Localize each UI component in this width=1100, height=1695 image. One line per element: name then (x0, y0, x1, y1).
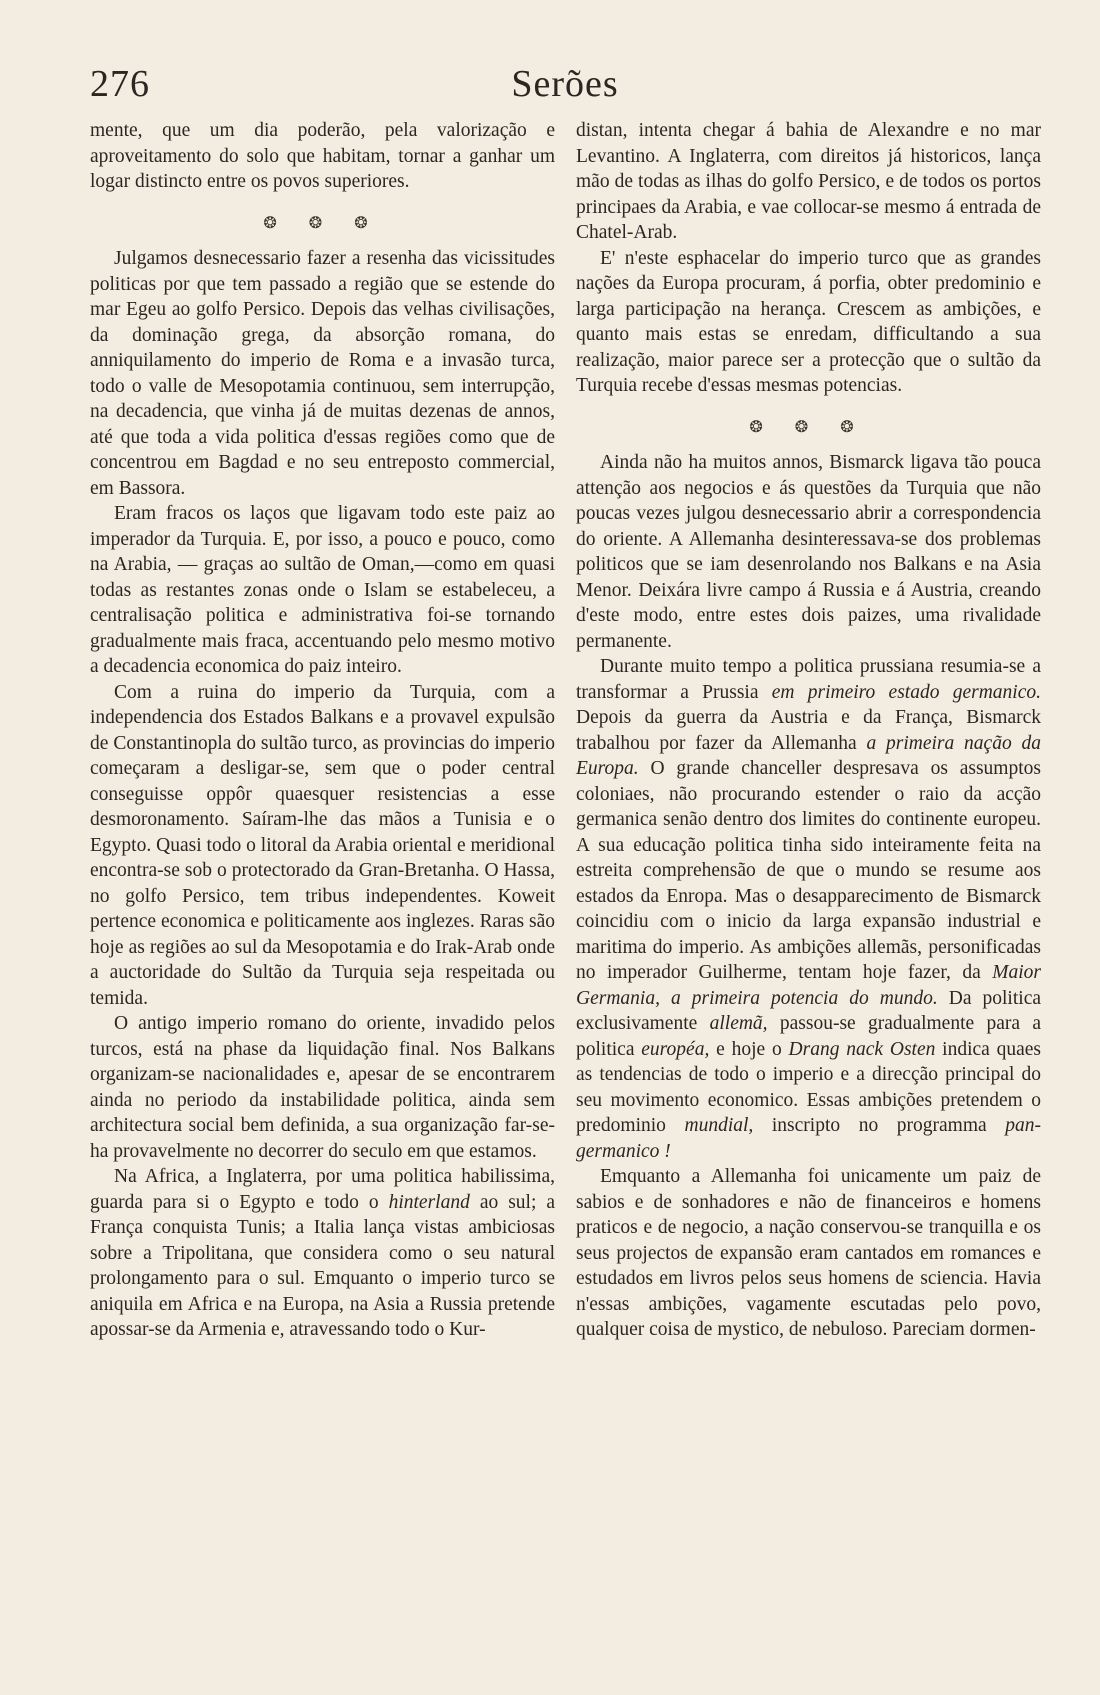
ornament-divider: ❂ ❂ ❂ (263, 214, 382, 232)
italic-term: européa, (641, 1038, 710, 1060)
text-run: passou-se gradualmente para a politica (576, 1013, 1041, 1060)
paragraph: distan, intenta chegar á bahia de Alexandre e no mar Levantino. A Inglaterra, com direitos já historicos, lança mão de todas as ilhas do golfo Persico, e de todos os portos principaes da Arabia, e vae collocar-se mesmo á entrada de Chatel-Arab. (576, 120, 1041, 243)
italic-term: Maior Germania, a primeira potencia do mundo. (576, 962, 1041, 1009)
paragraph: Com a ruina do imperio da Turquia, com a independencia dos Estados Balkans e a provavel expulsão de Constantinopla do sultão turco, as provincias do imperio começaram a desligar-se, sem que o poder central conseguisse oppôr quaesquer resistencias a esse desmoronamento. Saíram-lhe das mãos a Tunisia e o Egypto. Quasi todo o litoral da Arabia oriental e meridional encontra-se sob o protectorado da Gran-Bretanha. O Hassa, no golfo Persico, tem tribus independentes. Koweit pertence economica e politicamente aos inglezes. Raras são hoje as regiões ao sul da Mesopotamia e do Irak-Arab onde a auctoridade do Sultão da Turquia seja respeitada ou temida. (90, 681, 555, 1009)
page-number: 276 (90, 63, 150, 105)
paragraph: E' n'este esphacelar do imperio turco que as grandes nações da Europa procuram, á porfia, obter predominio e larga participação na herança. Crescem as ambições, e quanto mais estas se enredam, difficultando a sua realização, maior parece ser a protecção que o sultão da Turquia recebe d'essas mesmas potencias. (576, 247, 1041, 396)
text-run: O grande chanceller despresava os assumptos coloniaes, não procurando estender o raio da acção germanica senão dentro dos limites do continente europeu. A sua educação politica tinha sido inteiramente feita na estreita comprehensão de que o mundo se resume aos estados da Enropa. Mas o desapparecimento de Bismarck coincidiu com o inicio da larga expansão industrial e maritima do imperio. As ambições allemãs, personificadas no imperador Guilherme, tentam hoje fazer, da (576, 758, 1041, 983)
italic-term: Drang nack Osten (788, 1038, 936, 1060)
text-run: Depois da guerra da Austria e da França, Bismarck trabalhou por fazer da Allemanha (576, 707, 1041, 754)
paragraph: Julgamos desnecessario fazer a resenha das vicissitudes politicas por que tem passado a região que se estende do mar Egeu ao golfo Persico. Depois das velhas civilisações, da dominação grega, da absorção romana, do anniquilamento do imperio de Roma e a invasão turca, todo o valle de Mesopotamia continuou, sem interrupção, na decadencia, que vinha já de muitas dezenas de annos, até que toda a vida politica d'essas regiões como que de concentrou em Bagdad e no seu entreposto commercial, em Bassora. (90, 248, 555, 499)
text-run: inscripto no programma (753, 1115, 1006, 1136)
ornament-divider: ❂ ❂ ❂ (749, 418, 868, 436)
running-title: Serões (511, 63, 619, 105)
text-run: indica quaes as tendencias de todo o imperio e a direcção principal do seu movimento economico. Essas ambições pretendem o predominio (576, 1038, 1042, 1136)
text-run: Durante muito tempo a politica prussiana resumia-se a transformar a Prussia (576, 656, 1041, 703)
text-run: e hoje o (709, 1038, 789, 1060)
paragraph (90, 1164, 555, 1343)
page-header (90, 62, 1040, 112)
paragraph: mente, que um dia poderão, pela valorização e aproveitamento do solo que habitam, tornar a ganhar um logar distincto entre os povos superiores. (90, 120, 555, 192)
italic-term: a primeira nação da Europa. (576, 732, 1041, 779)
paragraph (576, 654, 1041, 1164)
italic-term: hinterland (388, 1191, 470, 1213)
italic-term: allemã, (709, 1013, 768, 1034)
left-column (90, 118, 555, 1343)
paragraph: Eram fracos os laços que ligavam todo este paiz ao imperador da Turquia. E, por isso, a pouco e pouco, como na Arabia, — graças ao sultão de Oman,—como em quasi todas as restantes zonas onde o Islam se estabeleceu, a centralisação politica e administrativa foi-se tornando gradualmente mais fraca, accentuando pelo mesmo motivo a decadencia economica do paiz inteiro. (90, 503, 555, 677)
paragraph: Emquanto a Allemanha foi unicamente um paiz de sabios e de sonhadores e não de financeiros e homens praticos e de negocio, a nação conservou-se tranquilla e os seus projectos de expansão eram cantados em romances e estudados em livros pelos seus homens de sciencia. Havia n'essas ambições, vagamente escutadas pelo povo, qualquer coisa de mystico, de nebuloso. Pareciam dormen- (576, 1166, 1041, 1340)
paragraph: O antigo imperio romano do oriente, invadido pelos turcos, está na phase da liquidação final. Nos Balkans organizam-se nacionalidades e, apesar de se encontrarem ainda no periodo da instabilidade politica, ainda sem architectura social bem definida, a sua organização far-se-ha provavelmente no decorrer do seculo em que estamos. (90, 1013, 555, 1162)
text-run: Da politica exclusivamente (576, 987, 1041, 1034)
italic-term: em primeiro estado germanico. (771, 681, 1041, 703)
right-column (576, 118, 1041, 1343)
italic-term: mundial, (684, 1115, 754, 1136)
text-run: Na Africa, a Inglaterra, por uma politica habilissima, guarda para si o Egypto e todo o (90, 1166, 555, 1213)
paragraph: Ainda não ha muitos annos, Bismarck ligava tão pouca attenção aos negocios e ás questões da Turquia que não poucas vezes julgou desnecessario abrir a correspondencia do oriente. A Allemanha desinteressava-se dos problemas politicos que se iam desenrolando nos Balkans e na Asia Menor. Deixára livre campo á Russia e á Austria, creando d'este modo, entre estes dois paizes, uma rivalidade permanente. (576, 452, 1041, 652)
italic-term: pan-germanico ! (576, 1115, 1042, 1162)
text-run: ao sul; a França conquista Tunis; a Italia lança vistas ambiciosas sobre a Tripolitana, que considera como o seu natural prolongamento para o sul. Emquanto o imperio turco se aniquila em Africa e na Europa, na Asia a Russia pretende apossar-se da Armenia e, atravessando todo o Kur- (90, 1191, 556, 1340)
